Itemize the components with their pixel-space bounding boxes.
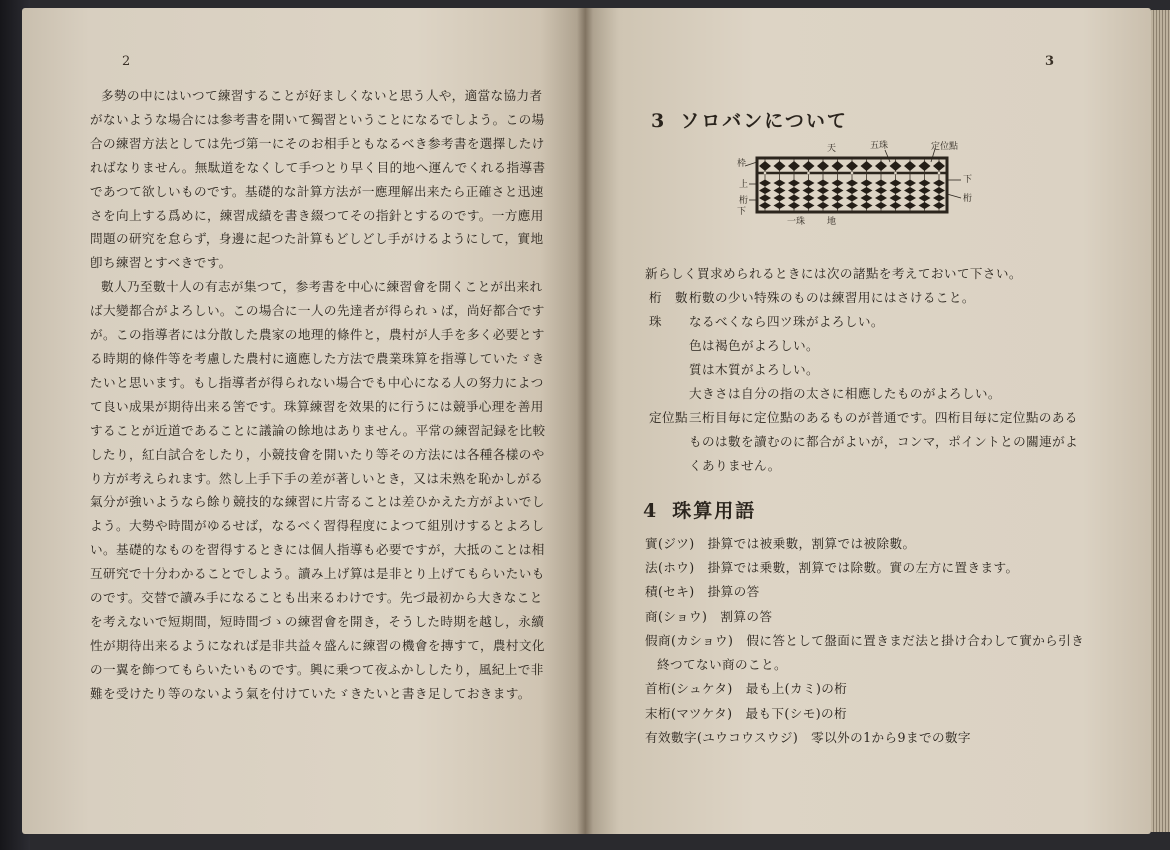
earth-bead [846, 202, 858, 209]
earth-bead [788, 195, 800, 202]
page-edges [1151, 10, 1170, 832]
text-line: 問題の研究を怠らず，身邊に起つた計算もどしどし手がけるようにして，實地 [90, 231, 544, 247]
heaven-bead [817, 161, 829, 171]
earth-bead [875, 180, 887, 187]
section-number: 4 [643, 500, 659, 522]
tip-row [649, 404, 1089, 428]
section-number: 3 [651, 110, 667, 132]
abacus-terms [645, 530, 1115, 749]
text-line: たいと思います。もし指導者が得られない場合でも中心になる人の努力によつ [90, 374, 544, 390]
earth-bead [919, 187, 931, 194]
earth-bead [774, 202, 786, 209]
earth-bead [861, 180, 873, 187]
text-line: 氣分が強いようなら餘り競技的な練習に片寄ることは差ひかえた方がよいでし [90, 494, 545, 510]
text-line: て良い成果が期待出来る筈です。珠算練習を效果的に行うには競爭心理を善用 [90, 398, 544, 414]
earth-bead [875, 202, 887, 209]
text-line: のです。交替で讀み手になることも出来るわけです。先づ最初から大きなこと [90, 590, 543, 606]
label-rod: 桁 [739, 196, 749, 206]
earth-bead [759, 202, 771, 209]
earth-bead [817, 195, 829, 202]
earth-bead [846, 195, 858, 202]
label-earth: 地 [827, 217, 837, 226]
heaven-bead [890, 161, 902, 171]
section-title: ソロバンについて [680, 110, 848, 132]
text-line: が。この指導者には分散した農家の地理的條件と，農村が人手を多く必要とす [90, 327, 545, 343]
page-number: 2 [122, 54, 131, 69]
text-line: い。基礎的なものを習得するときには個人指導も必要ですが，大抵のことは相 [90, 542, 545, 558]
tip-row [649, 452, 1089, 476]
earth-bead [861, 187, 873, 194]
term-entry: 有效數字(ユウコウスウジ) 零以外の1から9までの數字 [645, 730, 971, 746]
heaven-bead [759, 161, 771, 171]
earth-bead [890, 195, 902, 202]
earth-bead [861, 195, 873, 202]
left-page-text [88, 84, 563, 706]
earth-bead [817, 202, 829, 209]
earth-bead [759, 180, 771, 187]
text-line: を考えないで短期間，短時間づゝの練習會を開き，そうした時期を越し，永續 [90, 613, 545, 629]
earth-bead [904, 195, 916, 202]
label-lower: 下 [737, 207, 747, 217]
unit-point-dot [894, 172, 897, 175]
unit-point-dot [764, 172, 767, 175]
earth-bead [832, 187, 844, 194]
text-line: 卽ち練習とすべきです。 [90, 255, 232, 271]
text-line: る時期的條件等を考慮した農村に適應した方法で農業珠算を指導していたゞき [90, 350, 545, 366]
earth-bead [890, 187, 902, 194]
heaven-bead [774, 161, 786, 171]
term-entry: 假商(カショウ) 假に答として盤面に置きまだ法と掛け合わして實から引き [645, 632, 1085, 648]
earth-bead [933, 180, 945, 187]
heaven-bead [875, 161, 887, 171]
text-line: することが近道であることに議論の餘地はありません。平常の練習記録を比較 [90, 422, 546, 438]
term-entry: 積(セキ) 掛算の答 [645, 584, 760, 600]
term-entry: 實(ジツ) 掛算では被乗數，割算では被除數。 [645, 535, 916, 551]
earth-bead [788, 180, 800, 187]
intro-line: 新らしく買求められるときには次の諸點を考えておいて下さい。 [645, 265, 1022, 281]
term-entry: 法(ホウ) 掛算では乗數，割算では除數。實の左方に置きます。 [645, 559, 1019, 575]
earth-bead [904, 202, 916, 209]
earth-bead [890, 202, 902, 209]
earth-bead [904, 180, 916, 187]
heaven-bead [904, 161, 916, 171]
heaven-bead [788, 161, 800, 171]
earth-bead [803, 180, 815, 187]
text-line: 性が期待出来るようになれば是非共益々盛んに練習の機會を摶すて，農村文化 [90, 637, 545, 653]
page-number: 3 [1045, 54, 1055, 69]
earth-bead [774, 180, 786, 187]
label-one-bead: 一珠 [787, 217, 806, 226]
text-line: の一翼を飾つてもらいたいものです。興に乗つて夜ふかししたり，風紀上で非 [90, 661, 544, 677]
tip-key: 珠 [649, 313, 662, 329]
unit-point-dot [938, 172, 941, 175]
unit-point-dot [851, 172, 854, 175]
earth-bead [846, 187, 858, 194]
left-page [22, 8, 585, 834]
tip-text: 質は木質がよろしい。 [689, 361, 819, 377]
tip-text: 色は褐色がよろしい。 [689, 337, 819, 353]
earth-bead [759, 195, 771, 202]
heaven-bead [861, 161, 873, 171]
section-4-heading [643, 496, 756, 523]
text-line: り方が考えられます。然し上手下手の差が著しいとき，又は未熟を恥かしがる [90, 470, 544, 486]
earth-bead [875, 187, 887, 194]
tip-text: くありません。 [689, 457, 781, 473]
earth-bead [875, 195, 887, 202]
text-line: 數人乃至數十人の有志が集つて，参考書を中心に練習會を開くことが出来れ [101, 279, 543, 295]
term-entry: 商(ショウ) 割算の答 [645, 608, 773, 624]
label-unit-point: 定位點 [931, 142, 959, 152]
tip-text: 三桁目毎に定位點のあるものが普通です。四桁目毎に定位點のある [689, 409, 1078, 425]
label-ten: 天 [827, 144, 837, 154]
text-line: よう。大勢や時間がゆるせば，なるべく習得程度によつて組別けするとよろし [90, 518, 545, 534]
term-entry: 末桁(マツケタ) 最も下(シモ)の桁 [645, 705, 848, 721]
text-line: 多勢の中にはいつて練習することが好ましくないと思う人や，適當な協力者 [101, 88, 543, 103]
tip-key: 定位點 [649, 409, 688, 425]
tip-text: 大きさは自分の指の太さに相應したものがよろしい。 [689, 385, 1001, 401]
earth-bead [904, 187, 916, 194]
selection-tips [645, 260, 1089, 476]
tip-row [649, 284, 1089, 308]
tip-row [649, 332, 1089, 356]
earth-bead [788, 187, 800, 194]
term-entry: 首桁(シュケタ) 最も上(カミ)の桁 [645, 681, 848, 697]
unit-point-dot [807, 172, 810, 175]
tip-text: なるべくなら四ツ珠がよろしい。 [689, 313, 884, 329]
earth-bead [890, 180, 902, 187]
earth-bead [861, 202, 873, 209]
earth-bead [933, 202, 945, 209]
heaven-bead [846, 161, 858, 171]
tip-text: 桁數の少い特殊のものは練習用にはさけること。 [689, 289, 975, 305]
text-line: ればなりません。無駄道をなくして手つとり早く目的地へ運んでくれる指導書 [90, 159, 546, 175]
earth-bead [817, 187, 829, 194]
section-title: 珠算用語 [672, 500, 757, 522]
label-frame: 枠 [737, 159, 747, 169]
heaven-bead [832, 161, 844, 171]
earth-bead [832, 180, 844, 187]
label-rod-right: 桁 [963, 194, 973, 204]
text-line: 難を受けたり等のないよう氣を付けていたゞきたいと書き足しておきます。 [90, 685, 531, 701]
section-3-heading [651, 106, 848, 133]
earth-bead [817, 180, 829, 187]
term-entry-continued: 終つてない商のこと。 [657, 657, 787, 673]
tip-row [649, 380, 1089, 404]
label-lower-right: 下 [963, 175, 973, 185]
tip-row [649, 308, 1089, 332]
heaven-bead [933, 161, 945, 171]
tip-row [649, 428, 1089, 452]
earth-bead [846, 180, 858, 187]
earth-bead [919, 195, 931, 202]
abacus-illustration [735, 140, 1025, 226]
earth-bead [933, 195, 945, 202]
tip-text: ものは數を讀むのに都合がよいが，コンマ，ポイントとの關連がよ [689, 433, 1079, 449]
earth-bead [803, 195, 815, 202]
earth-bead [919, 202, 931, 209]
earth-bead [759, 187, 771, 194]
book-gutter [577, 8, 593, 834]
earth-bead [774, 195, 786, 202]
earth-bead [832, 202, 844, 209]
label-five-bead: 五珠 [870, 141, 889, 151]
tip-key: 桁 數 [649, 289, 688, 305]
earth-bead [803, 187, 815, 194]
text-line: さを向上する爲めに，練習成績を書き綴つてその指針とするのです。一方應用 [90, 207, 544, 223]
abacus-diagram [735, 140, 1025, 226]
earth-bead [832, 195, 844, 202]
heaven-bead [919, 161, 931, 171]
earth-bead [803, 202, 815, 209]
text-line: がないような場合には参考書を開いて獨習ということになるでしよう。この場 [90, 111, 545, 127]
label-upper: 上 [739, 180, 749, 190]
tip-row [649, 356, 1089, 380]
earth-bead [774, 187, 786, 194]
earth-bead [788, 202, 800, 209]
text-line: ば大變都合がよろしい。この場合に一人の先達者が得られゝば，尚好都合です [90, 303, 545, 319]
earth-bead [933, 187, 945, 194]
text-line: 互研究で十分わかることでしよう。讀み上げ算は是非とり上げてもらいたいも [90, 566, 545, 582]
earth-bead [919, 180, 931, 187]
text-line: したり，紅白試合をしたり，小競技會を開いたり等その方法には各種各樣のや [90, 446, 545, 462]
text-line: であつて欲しいものです。基礎的な計算方法が一應理解出来たら正確さと迅速 [90, 183, 544, 199]
right-page [585, 8, 1151, 834]
text-line: 合の練習方法としては先づ第一にそのお相手ともなるべき参考書を選擇したけ [90, 135, 545, 151]
heaven-bead [803, 161, 815, 171]
